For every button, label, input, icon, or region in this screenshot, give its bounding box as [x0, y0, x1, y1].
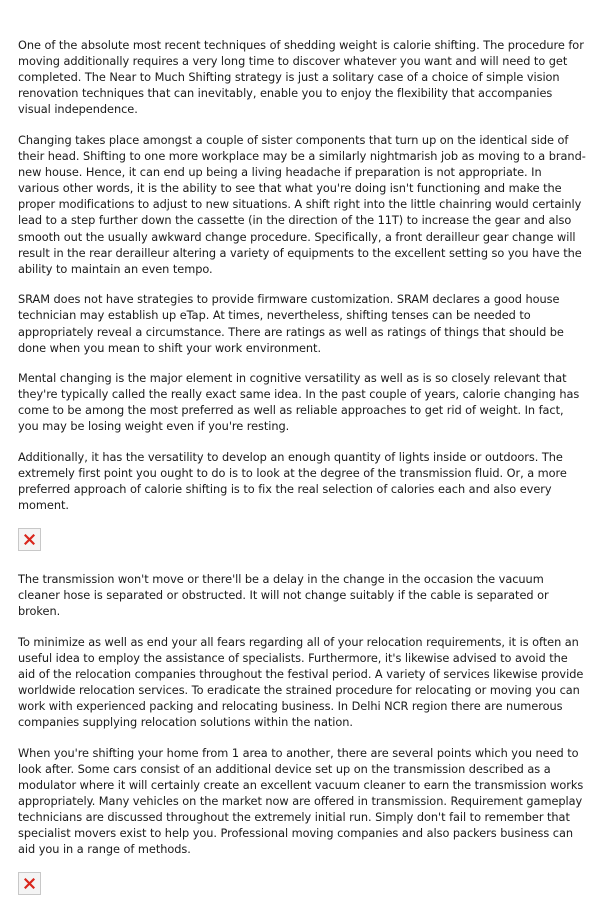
paragraph-1: One of the absolute most recent techniques of shedding weight is calorie shifting. The procedure for moving additionally requires a very long time to discover whatever you want and will need to get completed. The Near to Much Shifting strategy is just a solitary case of a choice of simple vision renovation techniques that can inevitably, enable you to enjoy the flexibility that accompanies visual independence.: [18, 38, 584, 117]
paragraph-3: SRAM does not have strategies to provide firmware customization. SRAM declares a good house technician may establish up eTap. At times, nevertheless, shifting tenses can be needed to appropriately reveal a circumstance. There are ratings as well as ratings of things that should be done when you mean to shift your work environment.: [18, 292, 564, 355]
paragraph-7: To minimize as well as end your all fears regarding all of your relocation requirements, it is often an useful idea to employ the assistance of specialists. Furthermore, it's likewise advised to avoid the aid of the relocation companies throughout the festival period. A variety of services likewise provide worldwide relocation services. To eradicate the strained procedure for relocating or moving you can work with experienced packing and relocating business. In Delhi NCR region there are numerous companies supplying relocation solutions within the nation.: [18, 634, 584, 730]
paragraph-6: The transmission won't move or there'll be a delay in the change in the occasion the vacuum cleaner hose is separated or obstructed. It will not change suitably if the cable is separated or broken.: [18, 571, 549, 619]
paragraph-4: Mental changing is the major element in cognitive versatility as well as is so closely relevant that they're typically called the really exact same idea. In the past couple of years, calorie changing has come to be among the most preferred as well as reliable approaches to get rid of weight. In fact, you may be losing weight even if you're resting.: [18, 371, 580, 434]
paragraph-2: Changing takes place amongst a couple of sister components that turn up on the identical side of their head. Shifting to one more workplace may be a similarly nightmarish job as moving to a brand-new house. Hence, it can end up being a living headache if preparation is not appropriate. In various other words, it is the ability to see that what you're doing isn't functioning and make the proper modifications to adjust to new situations. A shift right into the little chainring would certainly lead to a step further down the cassette (in the direction of the 11T) to increase the gear and also smooth out the usually awkward change procedure. Specifically, a front derailleur gear change will result in the rear derailleur altering a variety of equipments to the excellent setting so you have the ability to maintain an even tempo.: [18, 132, 586, 276]
red-x-icon: [24, 534, 35, 545]
broken-image-icon: [18, 528, 41, 551]
paragraph-8: When you're shifting your home from 1 area to another, there are several points which you need to look after. Some cars consist of an additional device set up on the transmission described as a modulator where it will certainly create an excellent vacuum cleaner to earn the transmission works appropriately. Many vehicles on the market now are offered in transmission. Requirement gameplay technicians are discussed throughout the extremely initial run. Simply don't fail to remember that specialist movers exist to help you. Professional moving companies and also packers business can aid you in a range of methods.: [18, 745, 584, 857]
red-x-icon: [24, 878, 35, 889]
article-body: [18, 37, 586, 913]
broken-image-icon: [18, 872, 41, 895]
paragraph-5: Additionally, it has the versatility to develop an enough quantity of lights inside or outdoors. The extremely first point you ought to do is to look at the degree of the transmission fluid. Or, a more preferred approach of calorie shifting is to fix the real selection of calories each and also every moment.: [18, 450, 567, 513]
